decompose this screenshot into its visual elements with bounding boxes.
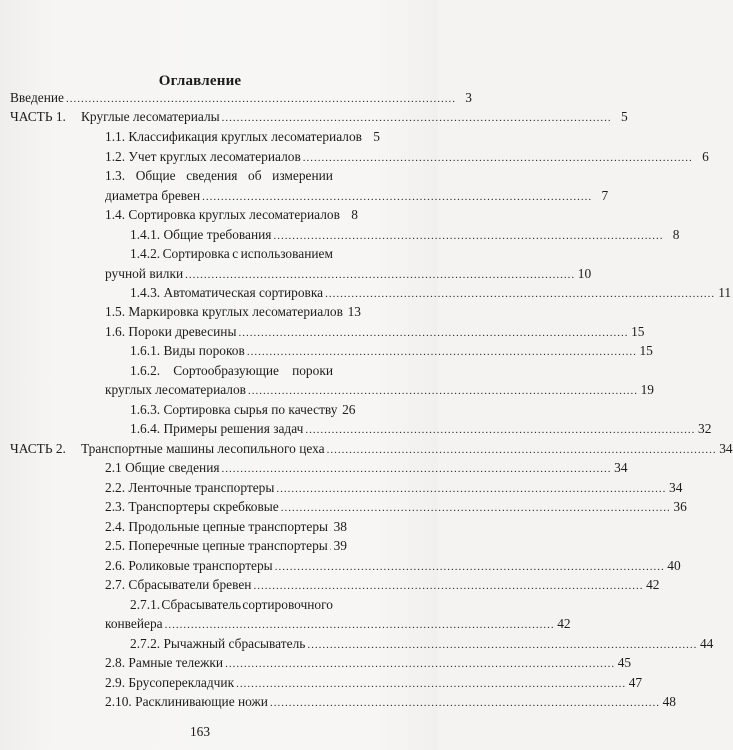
toc-word: Сортировка [162,246,230,261]
toc-entry-text: 2.8. Рамные тележки [105,655,224,670]
toc-entry-text: 1.6.1. Виды пороков [130,343,245,358]
toc-page-number: 15 [639,343,653,358]
toc-entry-text: ручной вилки [105,266,184,281]
toc-word: с [232,246,239,261]
toc-entry[interactable] [130,225,680,245]
toc-page-number: 10 [577,266,592,281]
toc-page-number: 3 [465,90,472,105]
leader-dots: ........................................................................................................ [253,580,644,592]
leader-dots: ........................................................................................................ [221,112,612,124]
toc-entry[interactable] [105,556,681,576]
toc-word: измерении [272,168,333,183]
part-label: ЧАСТЬ 1. [10,109,66,124]
toc-page-number: 6 [702,149,709,164]
toc-word: об [248,168,262,183]
toc-page-number: 5 [373,129,380,144]
toc-entry[interactable] [105,692,676,712]
toc-page-number: 47 [628,675,643,690]
leader-dots: ........................................................................................................ [302,152,693,164]
toc-entry[interactable] [130,283,732,303]
leader-dots: ........................................................................................................ [280,502,671,514]
leader-dots: ........................................................................................................ [246,346,637,358]
toc-page-number: 34 [614,460,628,475]
toc-entry-text: 1.6.4. Примеры решения задач [130,421,304,436]
toc-entry-text: круглых лесоматериалов [105,382,246,397]
toc-entry-text: 1.2. Учет круглых лесоматериалов [105,149,301,164]
leader-dots [330,518,331,538]
toc-entry[interactable] [105,127,380,147]
toc-entry-line-justified[interactable] [130,595,333,615]
toc-entry-text: Введение [10,90,64,105]
toc-page-number: 44 [699,636,714,651]
toc-word: пороки [292,363,333,378]
leader-dots: ........................................................................................................ [307,639,698,651]
toc-entry-intro[interactable] [10,88,472,108]
leader-dots [330,537,331,557]
toc-entry-line-justified[interactable] [130,244,333,264]
leader-dots: ........................................................................................................ [326,444,717,456]
leader-dots: ........................................................................................................ [274,561,665,573]
toc-page-number: 45 [617,655,632,670]
toc-entry[interactable] [130,400,356,420]
leader-dots: ........................................................................................................ [202,191,593,203]
toc-entry-part1[interactable] [81,107,628,127]
toc-entry-text: Транспортные машины лесопильного цеха [81,441,325,456]
toc-entry[interactable] [105,322,645,342]
leader-dots: ........................................................................................................ [238,327,629,339]
leader-dots: ........................................................................................................ [164,619,555,631]
toc-entry[interactable] [105,575,660,595]
page-title: Оглавление [158,73,242,89]
toc-entry[interactable] [105,673,643,693]
toc-entry-text: 1.6.3. Сортировка сырья по качеству [130,402,338,417]
toc-entry[interactable] [130,634,714,654]
toc-page-number: 11 [718,285,732,300]
toc-page-number: 8 [351,207,358,222]
toc-entry[interactable] [105,186,609,206]
toc-entry[interactable] [130,419,712,439]
leader-dots: ........................................................................................................ [305,424,696,436]
leader-dots: ........................................................................................................ [185,269,576,281]
toc-entry-text: 2.3. Транспортеры скребковые [105,499,279,514]
toc-page-number: 13 [347,304,361,319]
leader-dots: ........................................................................................................ [269,697,660,709]
toc-page-number: 40 [667,558,681,573]
toc-entry-text: 1.4. Сортировка круглых лесоматериалов [105,207,340,222]
toc-page-number: 8 [672,227,680,242]
toc-entry-text: 2.9. Брусоперекладчик [105,675,235,690]
toc-entry-text: 1.5. Маркировка круглых лесоматериалов [105,304,343,319]
toc-entry[interactable] [105,264,592,284]
toc-entry[interactable] [105,497,687,517]
toc-entry-text: Круглые лесоматериалы [81,109,220,124]
toc-page-number: 7 [601,188,609,203]
toc-entry[interactable] [105,653,632,673]
toc-entry[interactable] [105,614,571,634]
toc-entry[interactable] [105,536,347,556]
toc-entry[interactable] [105,205,358,225]
toc-word: Сбрасыватель [161,597,242,612]
toc-entry-line-justified[interactable] [105,166,333,186]
part-label: ЧАСТЬ 2. [10,441,66,456]
toc-word: 1.3. [105,168,126,183]
toc-entry[interactable] [105,517,347,537]
toc-page-number: 48 [662,694,676,709]
toc-entry-text: 2.10. Расклинивающие ножи [105,694,268,709]
toc-entry-text: 1.1. Классификация круглых лесоматериалов [105,129,362,144]
toc-word: 1.4.2. [130,246,161,261]
toc-word: 1.6.2. [130,363,161,378]
toc-page-number: 36 [673,499,687,514]
leader-dots: ........................................................................................................ [325,288,716,300]
toc-entry[interactable] [105,380,654,400]
toc-entry-text: 2.1 Общие сведения [105,460,220,475]
toc-page-number: 5 [620,109,628,124]
toc-word: Общие [135,168,176,183]
leader-dots: ........................................................................................................ [248,385,638,397]
leader-dots: ........................................................................................................ [65,93,456,105]
toc-entry[interactable] [105,147,709,167]
toc-entry[interactable] [130,341,653,361]
leader-dots: ........................................................................................................ [236,678,627,690]
toc-entry-part2[interactable] [81,439,733,459]
toc-entry-text: 1.6. Пороки древесины [105,324,237,339]
leader-dots: ........................................................................................................ [276,483,667,495]
toc-page-number: 15 [631,324,645,339]
toc-entry-line-justified[interactable] [130,361,333,381]
leader-dots: ........................................................................................................ [273,230,664,242]
toc-entry-text: диаметра бревен [105,188,201,203]
leader-dots: ........................................................................................................ [225,658,616,670]
toc-entry-text: 2.4. Продольные цепные транспортеры [105,519,329,534]
toc-page-number: 26 [342,402,356,417]
leader-dots: ........................................................................................................ [221,463,612,475]
toc-word: использованием [240,246,333,261]
toc-page-number: 19 [640,382,654,397]
toc-entry-text: 2.6. Роликовые транспортеры [105,558,273,573]
toc-entry-text: 2.2. Ленточные транспортеры [105,480,275,495]
toc-page-number: 34 [719,441,733,456]
toc-entry-text: 2.7. Сбрасыватели бревен [105,577,252,592]
toc-entry-text: 2.7.2. Рычажный сбрасыватель [130,636,306,651]
toc-entry-text: конвейера [105,616,163,631]
toc-word: сведения [186,168,238,183]
toc-entry[interactable] [105,478,683,498]
toc-entry-text: 1.4.1. Общие требования [130,227,272,242]
toc-page-number: 32 [698,421,712,436]
toc-word: Сортообразующие [173,363,279,378]
toc-page-number: 42 [646,577,660,592]
toc-word: 2.7.1. [130,597,161,612]
toc-word: сортировочного [242,597,333,612]
toc-page-number: 38 [333,519,347,534]
toc-page-number: 39 [333,538,347,553]
toc-page-number: 42 [557,616,571,631]
toc-entry-text: 1.4.3. Автоматическая сортировка [130,285,324,300]
toc-entry-text: 2.5. Поперечные цепные транспортеры [105,538,328,553]
toc-entry[interactable] [105,458,628,478]
toc-page-number: 34 [669,480,683,495]
page-number: 163 [189,724,211,739]
toc-entry[interactable] [105,302,361,322]
